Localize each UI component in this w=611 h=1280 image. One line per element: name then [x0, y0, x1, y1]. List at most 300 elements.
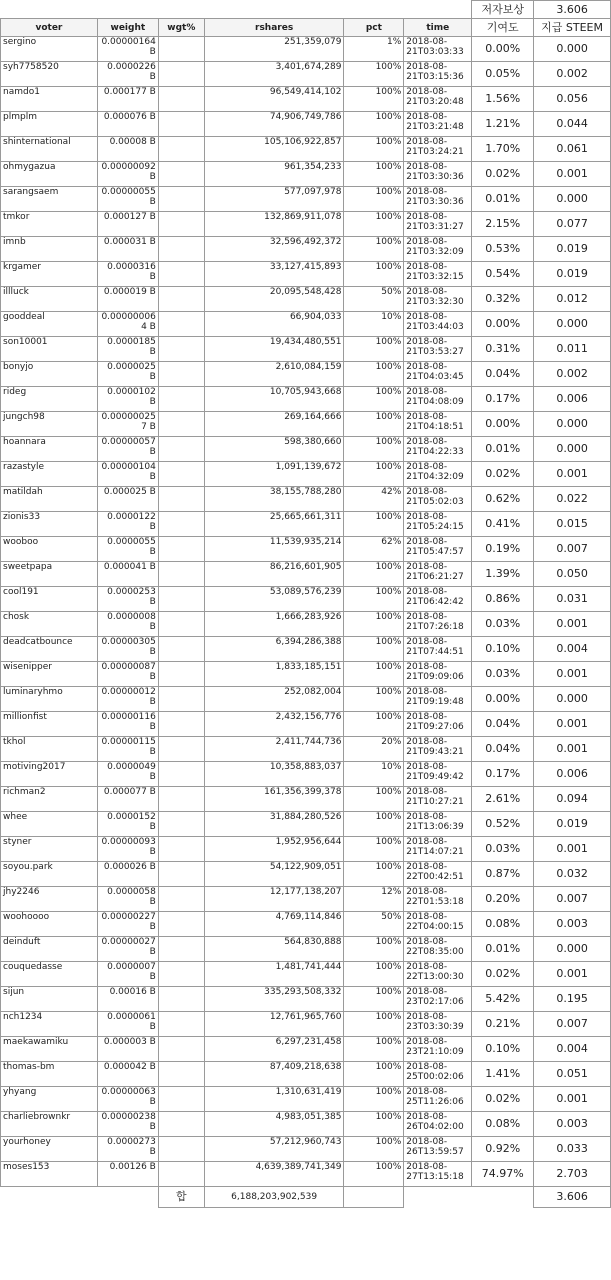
pct-cell: 100%	[344, 512, 404, 537]
rshares-cell: 6,297,231,458	[204, 1037, 344, 1062]
time-cell: 2018-08-21T03:32:09	[404, 237, 472, 262]
time-cell: 2018-08-21T04:22:33	[404, 437, 472, 462]
wgt-cell	[158, 837, 204, 862]
weight-cell: 0.0000102 B	[97, 387, 158, 412]
table-row	[1, 1012, 611, 1037]
rshares-cell: 31,884,280,526	[204, 812, 344, 837]
contribution-cell: 0.02%	[472, 462, 534, 487]
pct-cell: 20%	[344, 737, 404, 762]
time-cell: 2018-08-22T13:00:30	[404, 962, 472, 987]
time-cell: 2018-08-23T21:10:09	[404, 1037, 472, 1062]
pct-cell: 100%	[344, 1087, 404, 1112]
pct-cell: 50%	[344, 912, 404, 937]
voter-cell: hoannara	[1, 437, 98, 462]
weight-cell: 0.0000273 B	[97, 1137, 158, 1162]
time-cell: 2018-08-21T03:30:36	[404, 162, 472, 187]
pct-cell: 100%	[344, 87, 404, 112]
table-row	[1, 437, 611, 462]
pct-cell: 100%	[344, 237, 404, 262]
pct-cell: 50%	[344, 287, 404, 312]
contribution-cell: 0.04%	[472, 712, 534, 737]
voter-cell: plmplm	[1, 112, 98, 137]
table-row	[1, 1062, 611, 1087]
wgt-cell	[158, 787, 204, 812]
contribution-cell: 0.00%	[472, 37, 534, 62]
weight-cell: 0.0000008 B	[97, 612, 158, 637]
steem-cell: 0.006	[534, 387, 611, 412]
weight-cell: 0.0000061 B	[97, 1012, 158, 1037]
rshares-cell: 38,155,788,280	[204, 487, 344, 512]
weight-cell: 0.00000057 B	[97, 437, 158, 462]
table-row	[1, 612, 611, 637]
voter-cell: maekawamiku	[1, 1037, 98, 1062]
contribution-cell: 0.52%	[472, 812, 534, 837]
steem-cell: 0.015	[534, 512, 611, 537]
wgt-cell	[158, 237, 204, 262]
weight-cell: 0.00000087 B	[97, 662, 158, 687]
table-row	[1, 262, 611, 287]
wgt-cell	[158, 37, 204, 62]
contribution-cell: 0.00%	[472, 412, 534, 437]
weight-cell: 0.0000049 B	[97, 762, 158, 787]
table-row	[1, 1037, 611, 1062]
pct-cell: 42%	[344, 487, 404, 512]
table-row	[1, 362, 611, 387]
table-row	[1, 387, 611, 412]
table-row	[1, 487, 611, 512]
steem-cell: 0.002	[534, 362, 611, 387]
wgt-cell	[158, 462, 204, 487]
table-row	[1, 287, 611, 312]
time-cell: 2018-08-21T03:21:48	[404, 112, 472, 137]
voter-cell: richman2	[1, 787, 98, 812]
rshares-cell: 4,639,389,741,349	[204, 1162, 344, 1187]
weight-cell: 0.00016 B	[97, 987, 158, 1012]
weight-cell: 0.00000115 B	[97, 737, 158, 762]
steem-cell: 0.002	[534, 62, 611, 87]
time-cell: 2018-08-21T09:27:06	[404, 712, 472, 737]
rshares-cell: 12,761,965,760	[204, 1012, 344, 1037]
pct-cell: 100%	[344, 262, 404, 287]
table-row	[1, 1112, 611, 1137]
contribution-cell: 0.03%	[472, 662, 534, 687]
rshares-cell: 961,354,233	[204, 162, 344, 187]
pct-cell: 100%	[344, 687, 404, 712]
time-cell: 2018-08-21T04:08:09	[404, 387, 472, 412]
contribution-cell: 1.70%	[472, 137, 534, 162]
col-time: time	[404, 19, 472, 37]
voter-cell: illluck	[1, 287, 98, 312]
wgt-cell	[158, 1062, 204, 1087]
steem-cell: 0.000	[534, 312, 611, 337]
voter-cell: sergino	[1, 37, 98, 62]
time-cell: 2018-08-21T04:32:09	[404, 462, 472, 487]
time-cell: 2018-08-21T09:43:21	[404, 737, 472, 762]
time-cell: 2018-08-21T03:53:27	[404, 337, 472, 362]
voter-cell: luminaryhmo	[1, 687, 98, 712]
time-cell: 2018-08-22T01:53:18	[404, 887, 472, 912]
time-cell: 2018-08-21T14:07:21	[404, 837, 472, 862]
contribution-cell: 0.03%	[472, 612, 534, 637]
pct-cell: 100%	[344, 187, 404, 212]
rshares-cell: 12,177,138,207	[204, 887, 344, 912]
steem-cell: 0.007	[534, 887, 611, 912]
pct-cell: 100%	[344, 1162, 404, 1187]
steem-cell: 0.003	[534, 912, 611, 937]
pct-cell: 100%	[344, 1062, 404, 1087]
contribution-cell: 0.03%	[472, 837, 534, 862]
rshares-cell: 1,481,741,444	[204, 962, 344, 987]
contribution-cell: 0.01%	[472, 937, 534, 962]
table-row	[1, 1137, 611, 1162]
steem-cell: 0.001	[534, 462, 611, 487]
pct-cell: 100%	[344, 462, 404, 487]
steem-cell: 0.019	[534, 262, 611, 287]
voter-cell: bonyjo	[1, 362, 98, 387]
wgt-cell	[158, 737, 204, 762]
wgt-cell	[158, 862, 204, 887]
rshares-cell: 25,665,661,311	[204, 512, 344, 537]
steem-cell: 0.019	[534, 237, 611, 262]
table-row	[1, 662, 611, 687]
weight-cell: 0.000041 B	[97, 562, 158, 587]
time-cell: 2018-08-21T05:24:15	[404, 512, 472, 537]
steem-cell: 0.022	[534, 487, 611, 512]
weight-cell: 0.0000253 B	[97, 587, 158, 612]
rshares-cell: 4,983,051,385	[204, 1112, 344, 1137]
voter-cell: syh7758520	[1, 62, 98, 87]
wgt-cell	[158, 62, 204, 87]
table-row	[1, 1162, 611, 1187]
time-cell: 2018-08-21T03:03:33	[404, 37, 472, 62]
wgt-cell	[158, 337, 204, 362]
pct-cell: 10%	[344, 762, 404, 787]
table-row	[1, 62, 611, 87]
table-row	[1, 312, 611, 337]
wgt-cell	[158, 112, 204, 137]
rshares-cell: 1,666,283,926	[204, 612, 344, 637]
weight-cell: 0.00000164 B	[97, 37, 158, 62]
contribution-cell: 0.00%	[472, 687, 534, 712]
voter-cell: zionis33	[1, 512, 98, 537]
weight-cell: 0.00000104 B	[97, 462, 158, 487]
rshares-cell: 269,164,666	[204, 412, 344, 437]
rshares-cell: 54,122,909,051	[204, 862, 344, 887]
wgt-cell	[158, 1087, 204, 1112]
steem-cell: 0.000	[534, 37, 611, 62]
contribution-cell: 0.08%	[472, 1112, 534, 1137]
contribution-cell: 1.21%	[472, 112, 534, 137]
table-row	[1, 562, 611, 587]
time-cell: 2018-08-23T03:30:39	[404, 1012, 472, 1037]
weight-cell: 0.000042 B	[97, 1062, 158, 1087]
time-cell: 2018-08-21T05:02:03	[404, 487, 472, 512]
weight-cell: 0.0000025 B	[97, 362, 158, 387]
wgt-cell	[158, 1012, 204, 1037]
voter-cell: ohmygazua	[1, 162, 98, 187]
weight-cell: 0.0000316 B	[97, 262, 158, 287]
wgt-cell	[158, 562, 204, 587]
steem-cell: 0.001	[534, 712, 611, 737]
voter-cell: thomas-bm	[1, 1062, 98, 1087]
wgt-cell	[158, 1037, 204, 1062]
wgt-cell	[158, 87, 204, 112]
weight-cell: 0.00000055 B	[97, 187, 158, 212]
contribution-cell: 0.41%	[472, 512, 534, 537]
contribution-cell: 0.10%	[472, 637, 534, 662]
wgt-cell	[158, 512, 204, 537]
contribution-cell: 1.39%	[472, 562, 534, 587]
voter-cell: charliebrownkr	[1, 1112, 98, 1137]
time-cell: 2018-08-22T04:00:15	[404, 912, 472, 937]
rshares-cell: 20,095,548,428	[204, 287, 344, 312]
voter-cell: styner	[1, 837, 98, 862]
voter-cell: wisenipper	[1, 662, 98, 687]
pct-cell: 100%	[344, 837, 404, 862]
wgt-cell	[158, 637, 204, 662]
steem-cell: 0.061	[534, 137, 611, 162]
pct-cell: 100%	[344, 62, 404, 87]
header-row	[1, 19, 611, 37]
rshares-cell: 66,904,033	[204, 312, 344, 337]
voter-cell: krgamer	[1, 262, 98, 287]
time-cell: 2018-08-23T02:17:06	[404, 987, 472, 1012]
wgt-cell	[158, 137, 204, 162]
time-cell: 2018-08-21T03:44:03	[404, 312, 472, 337]
contribution-cell: 0.01%	[472, 187, 534, 212]
rshares-cell: 1,310,631,419	[204, 1087, 344, 1112]
table-row	[1, 962, 611, 987]
contribution-cell: 1.41%	[472, 1062, 534, 1087]
rshares-cell: 74,906,749,786	[204, 112, 344, 137]
voter-cell: sijun	[1, 987, 98, 1012]
steem-cell: 0.004	[534, 1037, 611, 1062]
contribution-cell: 0.20%	[472, 887, 534, 912]
table-row	[1, 587, 611, 612]
rshares-cell: 2,432,156,776	[204, 712, 344, 737]
wgt-cell	[158, 687, 204, 712]
rshares-cell: 4,769,114,846	[204, 912, 344, 937]
col-weight: weight	[97, 19, 158, 37]
voter-cell: son10001	[1, 337, 98, 362]
table-row	[1, 137, 611, 162]
voter-cell: imnb	[1, 237, 98, 262]
wgt-cell	[158, 937, 204, 962]
contribution-cell: 0.87%	[472, 862, 534, 887]
rshares-cell: 3,401,674,289	[204, 62, 344, 87]
rshares-cell: 10,358,883,037	[204, 762, 344, 787]
pct-cell: 12%	[344, 887, 404, 912]
contribution-cell: 0.02%	[472, 962, 534, 987]
rshares-cell: 57,212,960,743	[204, 1137, 344, 1162]
pct-cell: 100%	[344, 112, 404, 137]
weight-cell: 0.00000116 B	[97, 712, 158, 737]
weight-cell: 0.00000063 B	[97, 1087, 158, 1112]
voter-cell: yhyang	[1, 1087, 98, 1112]
voter-cell: woohoooo	[1, 912, 98, 937]
contribution-cell: 0.19%	[472, 537, 534, 562]
contribution-cell: 0.92%	[472, 1137, 534, 1162]
voter-cell: jhy2246	[1, 887, 98, 912]
rshares-cell: 132,869,911,078	[204, 212, 344, 237]
table-row	[1, 712, 611, 737]
wgt-cell	[158, 487, 204, 512]
voter-cell: millionfist	[1, 712, 98, 737]
table-row	[1, 687, 611, 712]
weight-cell: 0.000076 B	[97, 112, 158, 137]
rshares-cell: 1,952,956,644	[204, 837, 344, 862]
wgt-cell	[158, 537, 204, 562]
steem-cell: 2.703	[534, 1162, 611, 1187]
wgt-cell	[158, 712, 204, 737]
voter-cell: razastyle	[1, 462, 98, 487]
weight-cell: 0.0000058 B	[97, 887, 158, 912]
time-cell: 2018-08-21T09:09:06	[404, 662, 472, 687]
voter-cell: tkhol	[1, 737, 98, 762]
pct-cell: 100%	[344, 562, 404, 587]
weight-cell: 0.0000152 B	[97, 812, 158, 837]
pct-cell: 100%	[344, 162, 404, 187]
table-row	[1, 237, 611, 262]
time-cell: 2018-08-21T04:03:45	[404, 362, 472, 387]
rshares-cell: 1,091,139,672	[204, 462, 344, 487]
pct-cell: 100%	[344, 1012, 404, 1037]
weight-cell: 0.000025 B	[97, 487, 158, 512]
contribution-cell: 0.31%	[472, 337, 534, 362]
weight-cell: 0.00008 B	[97, 137, 158, 162]
sum-label: 합	[158, 1187, 204, 1208]
weight-cell: 0.00000305 B	[97, 637, 158, 662]
rshares-cell: 335,293,508,332	[204, 987, 344, 1012]
steem-cell: 0.000	[534, 187, 611, 212]
steem-cell: 0.001	[534, 962, 611, 987]
time-cell: 2018-08-26T13:59:57	[404, 1137, 472, 1162]
time-cell: 2018-08-21T09:49:42	[404, 762, 472, 787]
voter-cell: soyou.park	[1, 862, 98, 887]
wgt-cell	[158, 162, 204, 187]
time-cell: 2018-08-21T03:20:48	[404, 87, 472, 112]
contribution-cell: 74.97%	[472, 1162, 534, 1187]
steem-cell: 0.195	[534, 987, 611, 1012]
pct-cell: 100%	[344, 1137, 404, 1162]
wgt-cell	[158, 812, 204, 837]
time-cell: 2018-08-21T03:32:30	[404, 287, 472, 312]
pct-cell: 100%	[344, 362, 404, 387]
col-contribution: 기여도	[472, 19, 534, 37]
time-cell: 2018-08-21T04:18:51	[404, 412, 472, 437]
weight-cell: 0.00000012 B	[97, 687, 158, 712]
weight-cell: 0.00126 B	[97, 1162, 158, 1187]
wgt-cell	[158, 662, 204, 687]
steem-cell: 0.011	[534, 337, 611, 362]
contribution-cell: 0.54%	[472, 262, 534, 287]
pct-cell: 100%	[344, 212, 404, 237]
voter-cell: deinduft	[1, 937, 98, 962]
pct-cell: 100%	[344, 1037, 404, 1062]
pct-cell: 100%	[344, 587, 404, 612]
rshares-cell: 87,409,218,638	[204, 1062, 344, 1087]
weight-cell: 0.000003 B	[97, 1037, 158, 1062]
rshares-cell: 53,089,576,239	[204, 587, 344, 612]
time-cell: 2018-08-21T03:30:36	[404, 187, 472, 212]
weight-cell: 0.00000006 4 B	[97, 312, 158, 337]
voter-cell: yourhoney	[1, 1137, 98, 1162]
pct-cell: 100%	[344, 412, 404, 437]
pct-cell: 100%	[344, 437, 404, 462]
table-row	[1, 987, 611, 1012]
wgt-cell	[158, 287, 204, 312]
pct-cell: 100%	[344, 1112, 404, 1137]
col-voter: voter	[1, 19, 98, 37]
wgt-cell	[158, 1112, 204, 1137]
contribution-cell: 0.02%	[472, 162, 534, 187]
weight-cell: 0.00000025 7 B	[97, 412, 158, 437]
steem-cell: 0.001	[534, 1087, 611, 1112]
time-cell: 2018-08-21T13:06:39	[404, 812, 472, 837]
pct-cell: 100%	[344, 137, 404, 162]
wgt-cell	[158, 612, 204, 637]
voter-cell: namdo1	[1, 87, 98, 112]
rshares-cell: 564,830,888	[204, 937, 344, 962]
time-cell: 2018-08-21T06:42:42	[404, 587, 472, 612]
pct-cell: 100%	[344, 987, 404, 1012]
pct-cell: 100%	[344, 962, 404, 987]
wgt-cell	[158, 312, 204, 337]
time-cell: 2018-08-21T03:15:36	[404, 62, 472, 87]
steem-cell: 0.003	[534, 1112, 611, 1137]
table-row	[1, 112, 611, 137]
table-row	[1, 187, 611, 212]
wgt-cell	[158, 1162, 204, 1187]
contribution-cell: 0.53%	[472, 237, 534, 262]
table-row	[1, 462, 611, 487]
pct-cell: 100%	[344, 812, 404, 837]
table-row	[1, 937, 611, 962]
steem-cell: 0.001	[534, 837, 611, 862]
table-row	[1, 787, 611, 812]
steem-cell: 0.004	[534, 637, 611, 662]
rshares-cell: 598,380,660	[204, 437, 344, 462]
table-row	[1, 862, 611, 887]
voter-cell: deadcatbounce	[1, 637, 98, 662]
steem-cell: 0.000	[534, 437, 611, 462]
contribution-cell: 0.08%	[472, 912, 534, 937]
table-row	[1, 762, 611, 787]
weight-cell: 0.000177 B	[97, 87, 158, 112]
author-reward-value: 3.606	[534, 1, 611, 19]
wgt-cell	[158, 412, 204, 437]
time-cell: 2018-08-21T07:26:18	[404, 612, 472, 637]
author-reward-row	[1, 1, 611, 19]
table-row	[1, 637, 611, 662]
steem-cell: 0.031	[534, 587, 611, 612]
time-cell: 2018-08-21T05:47:57	[404, 537, 472, 562]
rshares-cell: 251,359,079	[204, 37, 344, 62]
weight-cell: 0.0000055 B	[97, 537, 158, 562]
voter-cell: moses153	[1, 1162, 98, 1187]
table-row	[1, 37, 611, 62]
steem-cell: 0.001	[534, 737, 611, 762]
col-wgt: wgt%	[158, 19, 204, 37]
wgt-cell	[158, 987, 204, 1012]
contribution-cell: 1.56%	[472, 87, 534, 112]
wgt-cell	[158, 212, 204, 237]
steem-cell: 0.032	[534, 862, 611, 887]
time-cell: 2018-08-21T07:44:51	[404, 637, 472, 662]
weight-cell: 0.000026 B	[97, 862, 158, 887]
voter-cell: whee	[1, 812, 98, 837]
time-cell: 2018-08-21T03:24:21	[404, 137, 472, 162]
